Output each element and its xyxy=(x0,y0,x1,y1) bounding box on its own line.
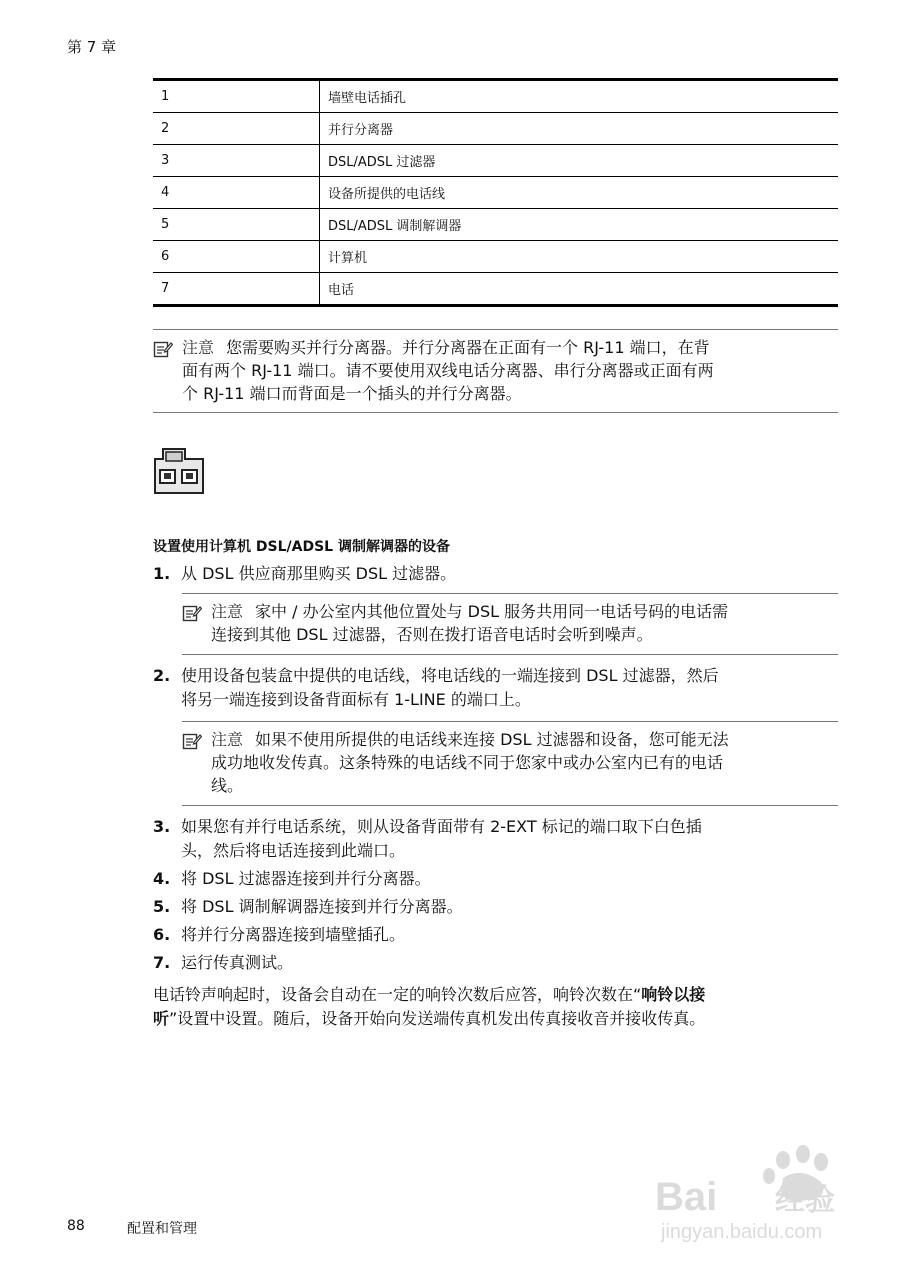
note-dsl-filter xyxy=(182,593,838,655)
chapter-header: 第 7 章 xyxy=(67,38,117,56)
row-label: DSL/ADSL 过滤器 xyxy=(320,145,839,177)
closing-emphasis: 响铃以接 xyxy=(641,985,706,1004)
procedure-step xyxy=(153,664,843,712)
procedure-step xyxy=(153,815,843,863)
procedure-step xyxy=(153,562,843,586)
note-text: 家中 / 办公室内其他位置处与 DSL 服务共用同一电话号码的电话需 xyxy=(255,602,729,621)
row-number: 1 xyxy=(153,80,320,113)
step-text: 运行传真测试。 xyxy=(181,953,294,972)
step-text: 使用设备包装盒中提供的电话线，将电话线的一端连接到 DSL 过滤器，然后 xyxy=(181,666,719,685)
step-number: 2. xyxy=(153,666,171,685)
step-number: 3. xyxy=(153,817,171,836)
note-text: 个 RJ-11 端口而背面是一个插头的并行分离器。 xyxy=(182,384,522,403)
step-text: 将 DSL 调制解调器连接到并行分离器。 xyxy=(181,897,463,916)
legend-table xyxy=(153,78,838,307)
note-text: 如果不使用所提供的电话线来连接 DSL 过滤器和设备，您可能无法 xyxy=(255,730,729,749)
procedure-title: 设置使用计算机 DSL/ADSL 调制解调器的设备 xyxy=(153,539,450,555)
table-row xyxy=(153,273,838,306)
note-label: 注意 xyxy=(182,338,215,357)
step-number: 4. xyxy=(153,869,171,888)
footer-section: 配置和管理 xyxy=(127,1221,197,1237)
table-row xyxy=(153,177,838,209)
note-text: 连接到其他 DSL 过滤器，否则在拨打语音电话时会听到噪声。 xyxy=(211,625,653,644)
table-row xyxy=(153,241,838,273)
note-icon xyxy=(182,603,202,623)
note-label: 注意 xyxy=(211,602,244,621)
row-number: 2 xyxy=(153,113,320,145)
row-label: 计算机 xyxy=(320,241,839,273)
note-icon xyxy=(182,731,202,751)
closing-paragraph xyxy=(153,983,843,1031)
closing-text: 电话铃声响起时，设备会自动在一定的响铃次数后应答，响铃次数在“ xyxy=(153,985,642,1004)
note-text: 成功地收发传真。这条特殊的电话线不同于您家中或办公室内已有的电话 xyxy=(211,753,724,772)
watermark-main: Bai xyxy=(655,1175,718,1219)
procedure-step xyxy=(153,951,843,975)
procedure-step xyxy=(153,895,843,919)
watermark-url: jingyan.baidu.com xyxy=(661,1221,823,1243)
note-icon xyxy=(153,339,173,359)
step-text: 将另一端连接到设备背面标有 1-LINE 的端口上。 xyxy=(181,690,531,709)
procedure-step xyxy=(153,923,843,947)
note-text: 线。 xyxy=(211,776,244,795)
note-text: 您需要购买并行分离器。并行分离器在正面有一个 RJ-11 端口，在背 xyxy=(226,338,710,357)
row-label: 设备所提供的电话线 xyxy=(320,177,839,209)
table-row xyxy=(153,80,838,113)
step-text: 如果您有并行电话系统，则从设备背面带有 2-EXT 标记的端口取下白色插 xyxy=(181,817,702,836)
step-text: 从 DSL 供应商那里购买 DSL 过滤器。 xyxy=(181,564,457,583)
watermark-cn: 经验 xyxy=(775,1183,835,1218)
closing-text: ”设置中设置。随后，设备开始向发送端传真机发出传真接收音并接收传真。 xyxy=(169,1009,706,1028)
row-number: 6 xyxy=(153,241,320,273)
row-label: 并行分离器 xyxy=(320,113,839,145)
row-number: 3 xyxy=(153,145,320,177)
row-label: 墙壁电话插孔 xyxy=(320,80,839,113)
step-text: 头，然后将电话连接到此端口。 xyxy=(181,841,406,860)
table-row xyxy=(153,113,838,145)
table-row xyxy=(153,209,838,241)
note-phone-cord xyxy=(182,721,838,806)
step-number: 5. xyxy=(153,897,171,916)
step-number: 6. xyxy=(153,925,171,944)
row-number: 4 xyxy=(153,177,320,209)
note-text: 面有两个 RJ-11 端口。请不要使用双线电话分离器、串行分离器或正面有两 xyxy=(182,361,714,380)
step-text: 将 DSL 过滤器连接到并行分离器。 xyxy=(181,869,431,888)
row-number: 7 xyxy=(153,273,320,306)
step-number: 1. xyxy=(153,564,171,583)
note-label: 注意 xyxy=(211,730,244,749)
baidu-watermark xyxy=(655,1138,845,1248)
procedure-step xyxy=(153,867,843,891)
row-number: 5 xyxy=(153,209,320,241)
page-number: 88 xyxy=(67,1218,85,1234)
parallel-splitter-image xyxy=(151,443,207,499)
note-splitter xyxy=(153,329,838,413)
row-label: DSL/ADSL 调制解调器 xyxy=(320,209,839,241)
step-text: 将并行分离器连接到墙壁插孔。 xyxy=(181,925,406,944)
row-label: 电话 xyxy=(328,283,355,298)
table-row xyxy=(153,145,838,177)
closing-emphasis: 听 xyxy=(153,1009,170,1028)
step-number: 7. xyxy=(153,953,171,972)
